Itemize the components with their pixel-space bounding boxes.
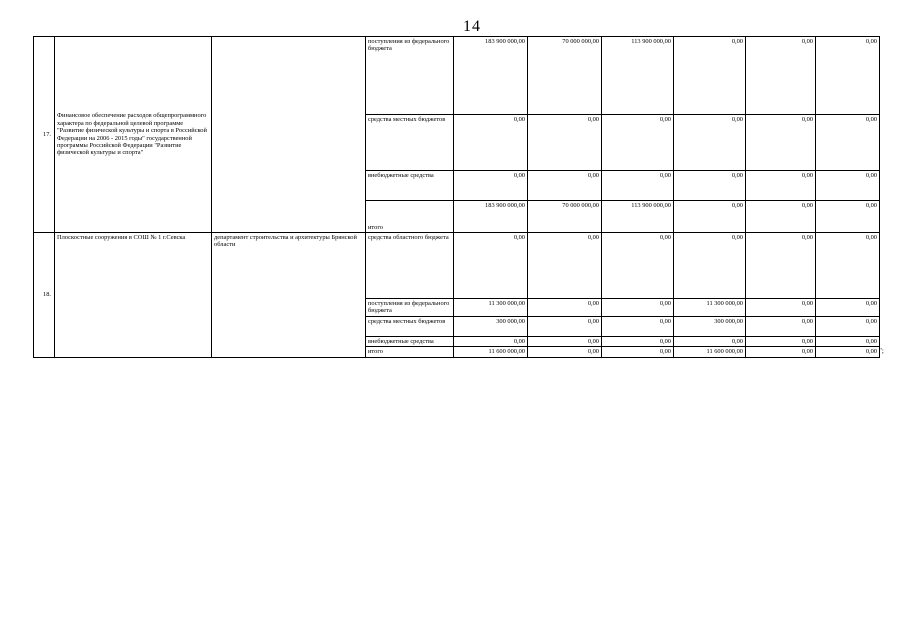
amount-cell: 0,00 [674, 201, 746, 233]
amount-cell: 0,00 [602, 337, 674, 347]
amount-cell: 0,00 [454, 233, 528, 299]
source-label: итого [366, 347, 454, 357]
amount-cell: 11 300 000,00 [674, 299, 746, 317]
amount-cell: 0,00 [746, 299, 816, 317]
amount-cell: 11 300 000,00 [454, 299, 528, 317]
amount-cell: 0,00 [528, 347, 602, 357]
amount-cell: 300 000,00 [674, 317, 746, 337]
amount-cell: 0,00 [454, 115, 528, 171]
amount-cell: 0,00 [674, 115, 746, 171]
amount-cell: 0,00 [816, 37, 880, 115]
amount-cell: 113 900 000,00 [602, 201, 674, 233]
amount-cell: 0,00 [528, 337, 602, 347]
amount-cell: 183 900 000,00 [454, 201, 528, 233]
amount-cell: 0,00 [454, 337, 528, 347]
row-17-index: 17. [34, 37, 55, 233]
source-label: поступления из федерального бюджета [366, 37, 454, 115]
amount-cell: 0,00 [674, 171, 746, 201]
source-label: внебюджетные средства [366, 337, 454, 347]
amount-cell: 0,00 [816, 317, 880, 337]
amount-cell: 0,00 [674, 337, 746, 347]
amount-cell: 0,00 [674, 37, 746, 115]
amount-cell: 0,00 [816, 337, 880, 347]
amount-cell: 183 900 000,00 [454, 37, 528, 115]
source-label: итого [366, 201, 454, 233]
amount-cell: 0,00 [602, 171, 674, 201]
amount-cell: 113 900 000,00 [602, 37, 674, 115]
amount-cell: 11 600 000,00 [674, 347, 746, 357]
row-18-index: 18. [34, 233, 55, 358]
source-label: внебюджетные средства [366, 171, 454, 201]
row-18-description: Плоскостные сооружения в СОШ № 1 г.Севска [55, 233, 212, 358]
amount-cell: 0,00 [746, 337, 816, 347]
amount-cell: 70 000 000,00 [528, 201, 602, 233]
row-17-description: Финансовое обеспечение расходов общепрограммного характера по федеральной целевой программе "Развитие физической культуры и спорта в Российской Федерации на 2006 - 2015 годы" государственной программы Российской Федерации "Развитие физической культуры и спорта" [55, 37, 212, 233]
amount-cell: 0,00 [746, 115, 816, 171]
amount-cell: 0,00 [674, 233, 746, 299]
amount-cell: 0,00 [746, 317, 816, 337]
amount-cell: 0,00 [602, 317, 674, 337]
source-label: средства местных бюджетов [366, 115, 454, 171]
amount-cell: 0,00 [816, 201, 880, 233]
amount-cell: 0,00 [528, 317, 602, 337]
amount-cell: 0,00 [602, 115, 674, 171]
amount-cell: 0,00 [746, 171, 816, 201]
source-label: средства местных бюджетов [366, 317, 454, 337]
amount-cell: 0,00 [454, 171, 528, 201]
page-number: 14 [463, 18, 481, 35]
amount-cell: 0,00 [746, 233, 816, 299]
amount-cell: 0,00 [746, 347, 816, 357]
source-label: поступления из федерального бюджета [366, 299, 454, 317]
amount-cell: 0,00 [528, 233, 602, 299]
amount-cell: 0,00 [602, 299, 674, 317]
budget-table [33, 36, 880, 358]
amount-cell: 0,00 [528, 171, 602, 201]
amount-cell: 70 000 000,00 [528, 37, 602, 115]
amount-cell: 0,00 [746, 201, 816, 233]
amount-cell: 0,00 [602, 233, 674, 299]
closing-quote-mark: "; [879, 347, 884, 355]
amount-cell: 300 000,00 [454, 317, 528, 337]
source-label: средства областного бюджета [366, 233, 454, 299]
row-17-executor [212, 37, 366, 233]
amount-cell: 0,00 [746, 37, 816, 115]
amount-cell: 0,00 [528, 299, 602, 317]
amount-cell: 0,00 [816, 299, 880, 317]
amount-cell: 0,00 [816, 233, 880, 299]
amount-cell: 0,00 [816, 115, 880, 171]
amount-cell: 0,00 [816, 171, 880, 201]
amount-cell: 0,00 [602, 347, 674, 357]
amount-cell: 0,00 [528, 115, 602, 171]
row-18-executor: департамент строительства и архитектуры Брянской области [212, 233, 366, 358]
amount-cell: 11 600 000,00 [454, 347, 528, 357]
amount-cell: 0,00 [816, 347, 880, 357]
